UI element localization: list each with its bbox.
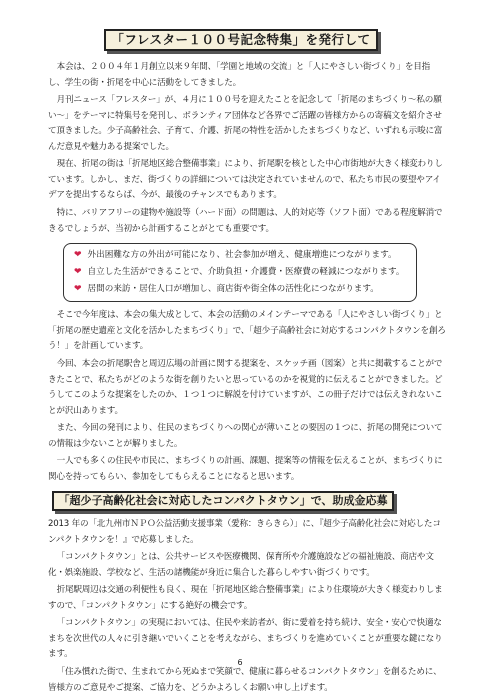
paragraph-application: 2013 年の「北九州市ＮＰＯ公益活動支援事業（愛称：きらきら）」に、『超少子高齢化社会に対応したコンパクトタウンを！』で応募しました。: [48, 519, 441, 545]
paragraph-info: また、今回の発刊により、住民のまちづくりへの関心が薄いことの要因の１つに、折尾の開発についての情報は少ないことが解りました。: [48, 423, 443, 449]
paragraph-closing: 「住み慣れた街で、生まれてから死ぬまで笑顔で、健康に暮らせるコンパクトタウン」を創るために、皆様方のご意見やご提案、ご協力を、どうかよろしくお願い申し上げます。: [48, 667, 442, 693]
bullet-text: 居間の来訪・居住人口が増加し、商店街や街全体の活性化につながります。: [87, 284, 379, 294]
bullet-text: 自立した生活ができることで、介助負担・介護費・医療費の軽減につながります。: [87, 267, 405, 277]
paragraph-compact-town-def: 「コンパクトタウン」とは、公共サービスや医療機関、保育所や介護施設などの福祉施設、商店や文化・娯楽施設、学校など、生活の諸機能が身近に集合した暮らしやすい街づくりです。: [48, 552, 434, 578]
list-item: [74, 247, 408, 264]
paragraph-sketch: 今回、本会の折尾駅舎と周辺広場の計画に関する提案を、スケッチ画（図案）と共に掲載することができたことで、私たちがどのような街を創りたいと思っているのかを視覚的に伝えることができました。どうしてこのような提案をしたのか、１つ１つに解説を付けていますが、この冊子だけでは伝えきれないことが沢山あります。: [48, 359, 443, 416]
paragraph-barrier-free: 特に、バリアフリーの建物や施設等（ハード面）の問題は、人的対応等（ソフト面）である程度解消できるでしょうが、当初から計画することがとても重要です。: [48, 208, 443, 234]
section-heading: 「超少子高齢化社会に対応したコンパクトタウン」で、助成金応募: [52, 491, 394, 511]
page-number: 6: [237, 658, 243, 667]
list-item: [74, 264, 408, 281]
paragraph-intro: 本会は、２００４年１月創立以来９年間、「学園と地域の交流」と「人にやさしい街づくり」を目指し、学生の街・折尾を中心に活動をしてきました。: [48, 62, 431, 88]
heart-icon: ❤: [74, 267, 82, 277]
paragraph-newsletter: 月刊ニュース「フレスター」が、４月に１００号を迎えたことを記念して「折尾のまちづくり～私の願い～」をテーマに特集号を発刊し、ボランティア団体など各界でご活躍の皆様方からの寄稿文を紹介させて頂きました。少子高齢社会、子育て、介護、折尾の特性を活かしたまちづくりなど、いずれも示唆に富んだ意見や魅力ある提案でした。: [48, 95, 443, 152]
benefits-box: [63, 243, 417, 302]
list-item: [74, 281, 408, 298]
heart-icon: ❤: [74, 284, 82, 294]
paragraph-orio-station: 折尾駅周辺は交通の利便性も良く、現在「折尾地区総合整備事業」により住環境が大きく様変わりしますので、「コンパクトタウン」にする絶好の機会です。: [48, 585, 443, 611]
paragraph-theme: そこで今年度は、本会の集大成として、本会の活動のメインテーマである「人にやさしい街づくり」と「折尾の歴史遺産と文化を活かしたまちづくり」で、「超少子高齢社会に対応するコンパクトタウンを創ろう！」を計画しています。: [48, 310, 446, 351]
heart-icon: ❤: [74, 250, 82, 260]
page-title: 「フレスター１００号記念特集」を発行して: [104, 29, 378, 51]
bullet-text: 外出困難な方の外出が可能になり、社会参加が増え、健康増進につながります。: [87, 250, 397, 260]
paragraph-participation: 一人でも多くの住民や市民に、まちづくりの計画、課題、提案等の情報を伝えることが、まちづくりに関心を持ってもらい、参加をしてもらえることになると思います。: [48, 456, 443, 482]
paragraph-realization: 「コンパクトタウン」の実現においては、住民や来訪者が、街に愛着を持ち続け、安全・安心で快適なまちを次世代の人々に引き継いでいくことを考えながら、まちづくりを進めていくことが重要な鍵になります。: [48, 618, 443, 659]
paragraph-current-town: 現在、折尾の街は「折尾地区総合整備事業」により、折尾駅を核とした中心市街地が大きく様変わりしています。しかし、まだ、街づくりの詳細については決定されていませんので、私たち市民の要望やアイデアを提出するならば、今が、最後のチャンスでもあります。: [48, 159, 443, 200]
